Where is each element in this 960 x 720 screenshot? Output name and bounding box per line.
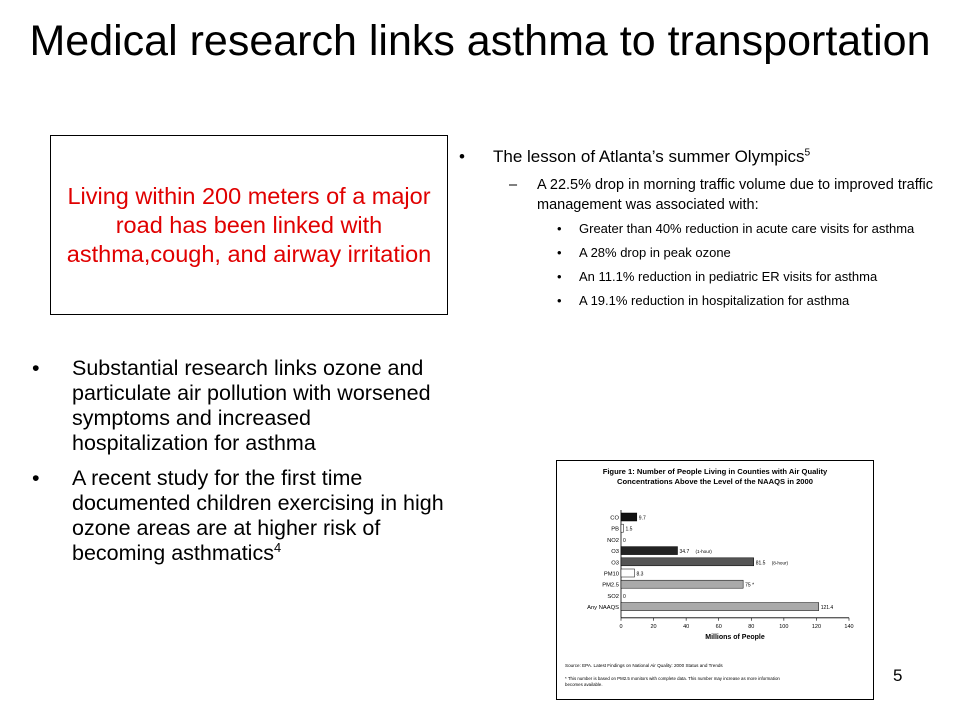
right-column — [455, 145, 945, 317]
result-item — [455, 245, 945, 261]
x-tick-label: 40 — [683, 623, 690, 630]
bullet-icon: • — [32, 356, 40, 380]
bar — [621, 547, 678, 555]
chart-footnote-line-2: becomes available. — [565, 682, 603, 687]
category-label: SO2 — [607, 593, 619, 600]
naaqs-chart — [557, 461, 873, 699]
olympics-results-list — [455, 221, 945, 309]
bar-value-label: 34.7 — [679, 549, 690, 556]
bar-value-label: 0 — [623, 593, 626, 600]
category-label: PM10 — [603, 571, 619, 578]
bar-annotation: (1-hour) — [695, 549, 712, 555]
x-tick-label: 120 — [811, 623, 822, 630]
bar-value-label: 9.7 — [638, 515, 646, 522]
bar-value-label: 81.5 — [755, 560, 766, 567]
bullet-icon: • — [459, 147, 465, 166]
x-tick-label: 20 — [650, 623, 657, 630]
category-label: CO — [610, 515, 619, 522]
result-item-text: An 11.1% reduction in pediatric ER visits for asthma — [579, 269, 878, 284]
category-label: O3 — [611, 549, 619, 556]
naaqs-figure — [556, 460, 874, 700]
bar — [621, 524, 623, 532]
category-label: Any NAAQS — [587, 605, 619, 612]
result-item-text: A 28% drop in peak ozone — [579, 245, 731, 260]
olympics-heading-text: The lesson of Atlanta’s summer Olympics — [493, 147, 805, 166]
left-bullet-1-text: Substantial research links ozone and particulate air pollution with worsened symptoms and increased hospitalization for asthma — [72, 356, 431, 455]
chart-source: Source: EPA. Latest Findings on National Air Quality: 2000 Status and Trends — [565, 663, 723, 668]
bullet-icon: • — [557, 293, 562, 308]
bullet-icon: • — [557, 269, 562, 284]
result-item — [455, 269, 945, 285]
x-tick-label: 140 — [844, 623, 854, 630]
callout-text: Living within 200 meters of a major road has been linked with asthma,cough, and airway irritation — [66, 182, 432, 267]
x-axis-title: Millions of People — [705, 633, 765, 641]
category-label: PB — [611, 526, 619, 533]
left-bullet-1 — [32, 356, 452, 456]
x-tick-label: 80 — [748, 623, 755, 630]
bar-value-label: 121.4 — [820, 605, 834, 612]
result-item — [455, 221, 945, 237]
page-number: 5 — [893, 666, 903, 685]
category-label: PM2.5 — [602, 582, 619, 589]
x-tick-label: 0 — [619, 623, 623, 630]
olympics-subpoint — [455, 175, 945, 215]
category-label: O3 — [611, 560, 619, 567]
bar — [621, 513, 637, 521]
bar-value-label: 1.5 — [625, 526, 633, 533]
bar — [621, 603, 819, 611]
bar — [621, 558, 754, 566]
callout-box — [50, 135, 448, 315]
olympics-subpoint-text: A 22.5% drop in morning traffic volume due to improved traffic management was associated with: — [537, 177, 934, 213]
result-item-text: Greater than 40% reduction in acute care visits for asthma — [579, 221, 915, 236]
x-tick-label: 60 — [715, 623, 722, 630]
chart-footnote-line-1: * This number is based on PM2.5 monitors with complete data. This number may increase as more information — [565, 676, 780, 681]
footnote-ref-5: 5 — [804, 147, 811, 159]
left-bullet-2-text: A recent study for the first time documented children exercising in high ozone areas are at higher risk of becoming asthmatics — [72, 466, 444, 565]
bar-value-label: 75 * — [745, 582, 755, 589]
slide-title: Medical research links asthma to transportation — [29, 17, 931, 65]
bar — [621, 580, 743, 588]
left-bullet-list — [32, 356, 452, 576]
bar-annotation: (8-hour) — [771, 560, 789, 566]
bar-value-label: 0 — [623, 537, 626, 544]
chart-title-line-2: Concentrations Above the Level of the NAAQS in 2000 — [617, 477, 813, 486]
bullet-icon: • — [557, 245, 562, 260]
olympics-heading — [455, 145, 945, 169]
bullet-icon: • — [32, 466, 40, 490]
left-bullet-2 — [32, 466, 452, 566]
bar-value-label: 8.3 — [636, 571, 644, 578]
footnote-ref-4: 4 — [273, 539, 282, 555]
result-item-text: A 19.1% reduction in hospitalization for asthma — [579, 293, 850, 308]
dash-icon: – — [509, 177, 518, 193]
bullet-icon: • — [557, 221, 562, 236]
category-label: NO2 — [607, 537, 619, 544]
bar — [621, 569, 635, 577]
x-tick-label: 100 — [779, 623, 789, 630]
result-item — [455, 293, 945, 309]
chart-title-line-1: Figure 1: Number of People Living in Counties with Air Quality — [602, 467, 828, 476]
